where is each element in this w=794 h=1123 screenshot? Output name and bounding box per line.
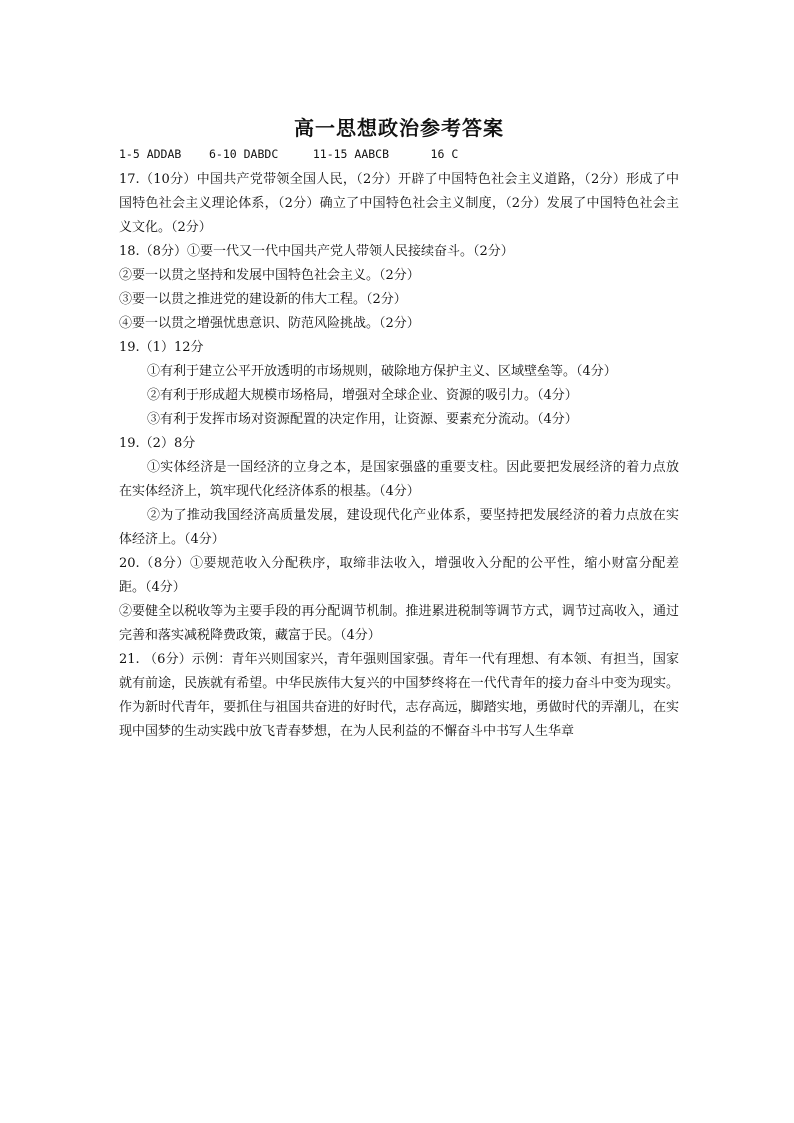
answer-body bbox=[119, 168, 679, 744]
page-title: 高一思想政治参考答案 bbox=[294, 116, 504, 140]
answer-19-1-point-1: ①有利于建立公平开放透明的市场规则，破除地方保护主义、区域壁垒等。（4分） bbox=[147, 364, 617, 379]
answer-18-point-3: ③要一以贯之推进党的建设新的伟大工程。（2分） bbox=[119, 292, 407, 307]
answer-19-1-point-3: ③有利于发挥市场对资源配置的决定作用，让资源、要素充分流动。（4分） bbox=[147, 412, 578, 427]
multiple-choice-answers: 1-5 ADDAB 6-10 DABDC 11-15 AABCB 16 C bbox=[119, 147, 459, 161]
answer-19-2-point-1: ①实体经济是一国经济的立身之本，是国家强盛的重要支柱。因此要把发展经济的着力点放在实体经济上，筑牢现代化经济体系的根基。（4分） bbox=[119, 460, 679, 499]
answer-18-point-4: ④要一以贯之增强忧患意识、防范风险挑战。（2分） bbox=[119, 316, 420, 331]
answer-19-1-heading: 19.（1）12分 bbox=[119, 340, 204, 355]
answer-19-2-heading: 19.（2）8分 bbox=[119, 436, 196, 451]
answer-17: 17.（10分）中国共产党带领全国人民，（2分）开辟了中国特色社会主义道路，（2分）形成了中国特色社会主义理论体系，（2分）确立了中国特色社会主义制度，（2分）发展了中国特色社会主义文化。（2分） bbox=[119, 172, 679, 235]
answer-18-point-2: ②要一以贯之坚持和发展中国特色社会主义。（2分） bbox=[119, 268, 420, 283]
answer-18-point-1: 18.（8分）①要一代又一代中国共产党人带领人民接续奋斗。（2分） bbox=[119, 244, 514, 259]
answer-21: 21. （6分）示例：青年兴则国家兴，青年强则国家强。青年一代有理想、有本领、有担当，国家就有前途，民族就有希望。中华民族伟大复兴的中国梦终将在一代代青年的接力奋斗中变为现实。作为新时代青年，要抓住与祖国共奋进的好时代，志存高远，脚踏实地，勇做时代的弄潮儿，在实现中国梦的生动实践中放飞青春梦想，在为人民利益的不懈奋斗中书写人生华章 bbox=[119, 652, 679, 739]
answer-19-1-point-2: ②有利于形成超大规模市场格局，增强对全球企业、资源的吸引力。（4分） bbox=[147, 388, 578, 403]
answer-20-point-2: ②要健全以税收等为主要手段的再分配调节机制。推进累进税制等调节方式，调节过高收入，通过完善和落实减税降费政策，藏富于民。（4分） bbox=[119, 604, 679, 643]
answer-19-2-point-2: ②为了推动我国经济高质量发展，建设现代化产业体系，要坚持把发展经济的着力点放在实体经济上。（4分） bbox=[119, 508, 679, 547]
answer-20-point-1: 20.（8分）①要规范收入分配秩序，取缔非法收入，增强收入分配的公平性，缩小财富分配差距。（4分） bbox=[119, 556, 679, 595]
